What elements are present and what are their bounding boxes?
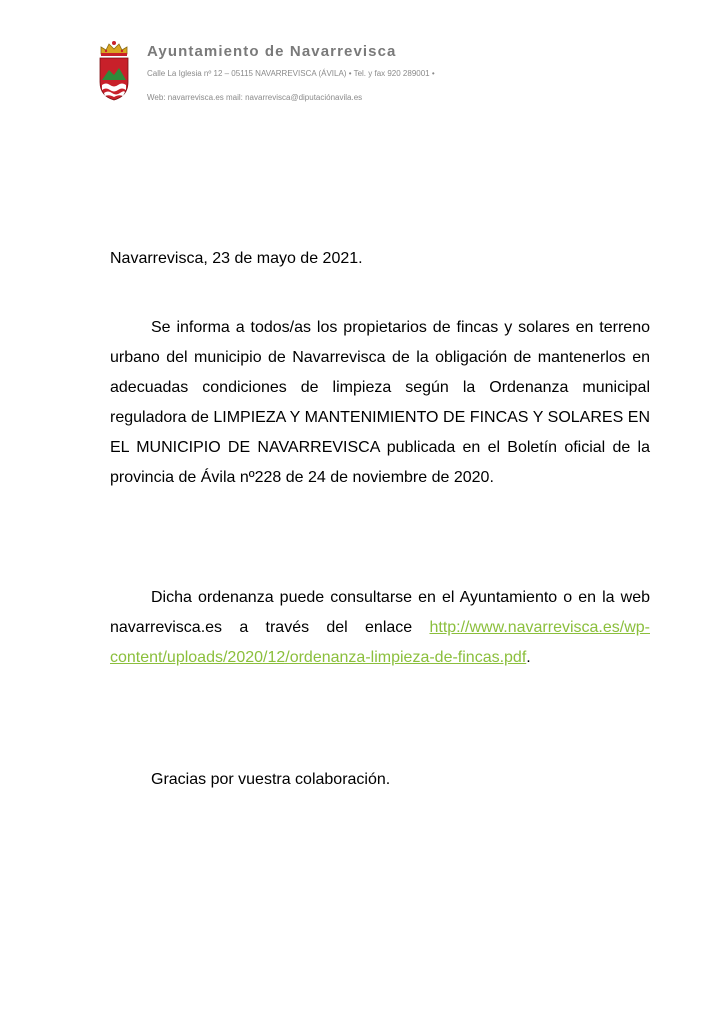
web-mail-line: Web: navarrevisca.es mail: navarrevisca@diputaciónavila.es: [147, 93, 363, 102]
address-line: Calle La Iglesia nº 12 – 05115 NAVARREVISCA (ÁVILA) • Tel. y fax 920 289001 •: [147, 69, 435, 78]
paragraph-consult-text: Dicha ordenanza puede consultarse en el Ayuntamiento o en la web navarrevisca.es a través del enlace: [110, 589, 650, 636]
letterhead: [97, 40, 657, 110]
organization-name: Ayuntamiento de Navarrevisca: [147, 43, 397, 60]
paragraph-consult: [110, 583, 650, 673]
paragraph-consult-end: .: [526, 649, 531, 666]
closing-line: Gracias por vuestra colaboración.: [151, 771, 391, 788]
ordinance-link[interactable]: http://www.navarrevisca.es/wp-content/uploads/2020/12/ordenanza-limpieza-de-fincas.pdf: [110, 619, 650, 666]
letter-date: Navarrevisca, 23 de mayo de 2021.: [110, 250, 363, 267]
paragraph-notice: Se informa a todos/as los propietarios de fincas y solares en terreno urbano del municipio de Navarrevisca de la obligación de mantenerlos en adecuadas condiciones de limpieza según la Ordenanza municipal reguladora de LIMPIEZA Y MANTENIMIENTO DE FINCAS Y SOLARES EN EL MUNICIPIO DE NAVARREVISCA publicada en el Boletín oficial de la provincia de Ávila nº228 de 24 de noviembre de 2020.: [110, 319, 650, 486]
coat-of-arms-icon: [97, 40, 131, 102]
